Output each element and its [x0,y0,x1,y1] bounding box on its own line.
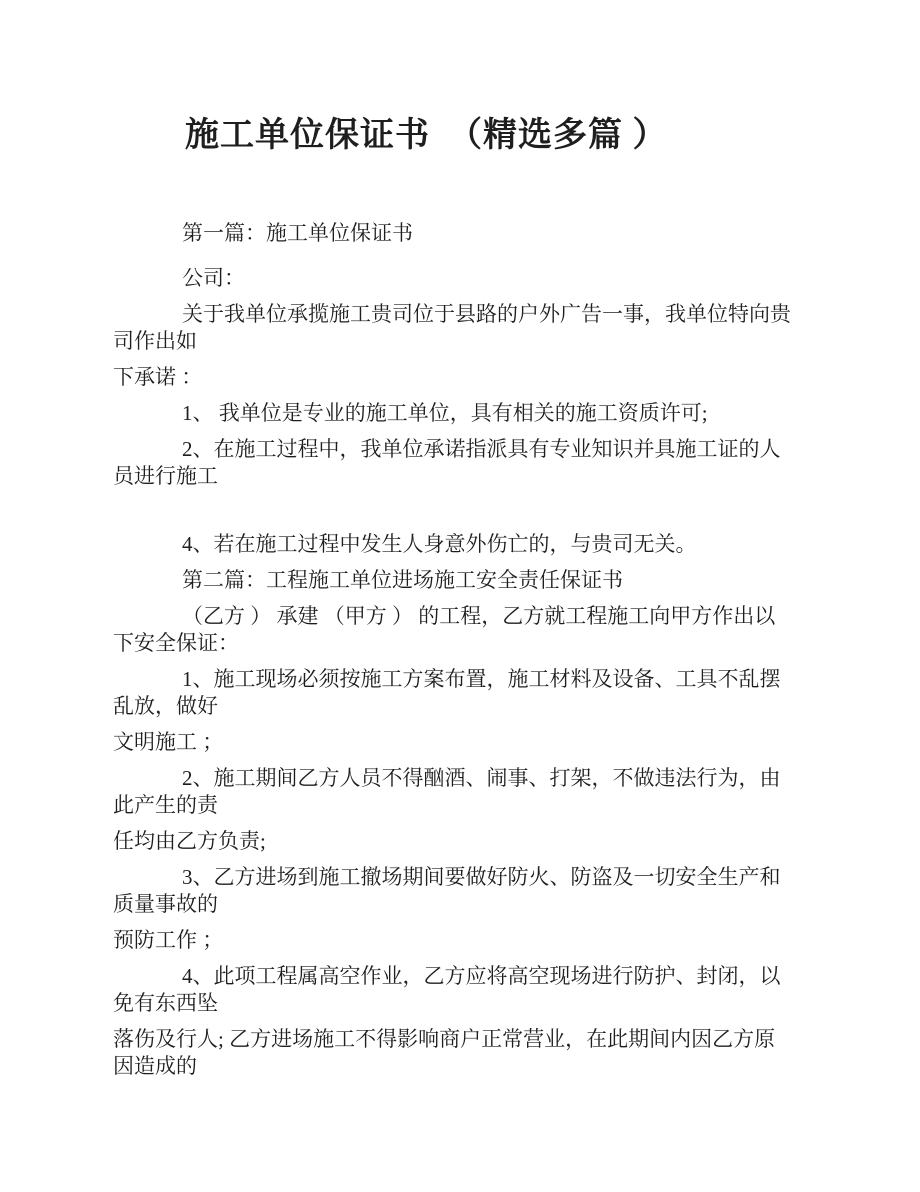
text-line: 2、施工期间乙方人员不得酗酒、闹事、打架，不做违法行为，由 [182,766,781,790]
text-line: （乙方 ） 承建 （甲方 ） 的工程，乙方就工程施工向甲方作出以 [182,604,776,628]
text-line: 员进行施工 [113,464,218,488]
text-line: 此产生的责 [113,793,218,817]
text-line: 1、施工现场必须按施工方案布置，施工材料及设备、工具不乱摆 [182,667,781,691]
text-line: 2、在施工过程中，我单位承诺指派具有专业知识并具施工证的人 [182,437,781,461]
text-line: 1、 我单位是专业的施工单位，具有相关的施工资质许可; [182,401,708,425]
text-line: 司作出如 [113,329,197,353]
text-line: 下承诺 ： [113,365,203,389]
text-line: 乱放，做好 [113,694,218,718]
text-line: 4、此项工程属高空作业，乙方应将高空现场进行防护、封闭，以 [182,964,781,988]
text-line: 4、若在施工过程中发生人身意外伤亡的，与贵司无关。 [182,532,697,556]
text-line: 免有东西坠 [113,991,218,1015]
text-line: 任均由乙方负责; [113,829,266,853]
text-line: 第一篇：施工单位保证书 [182,221,413,245]
text-line: 预防工作 ； [113,928,224,952]
text-line: 公司： [182,266,245,290]
text-line: 下安全保证： [113,631,239,655]
text-line: 落伤及行人; 乙方进场施工不得影响商户正常营业，在此期间内因乙方原 [113,1027,776,1051]
text-line: 因造成的 [113,1054,197,1078]
text-line: 质量事故的 [113,892,218,916]
text-line: 第二篇：工程施工单位进场施工安全责任保证书 [182,568,623,592]
text-line: 文明施工 ； [113,730,224,754]
text-line: 关于我单位承揽施工贵司位于县路的户外广告一事，我单位特向贵 [182,302,791,326]
text-line: 3、乙方进场到施工撤场期间要做好防火、防盗及一切安全生产和 [182,865,781,889]
document-title: 施工单位保证书 （精选多篇 ） [185,117,668,154]
